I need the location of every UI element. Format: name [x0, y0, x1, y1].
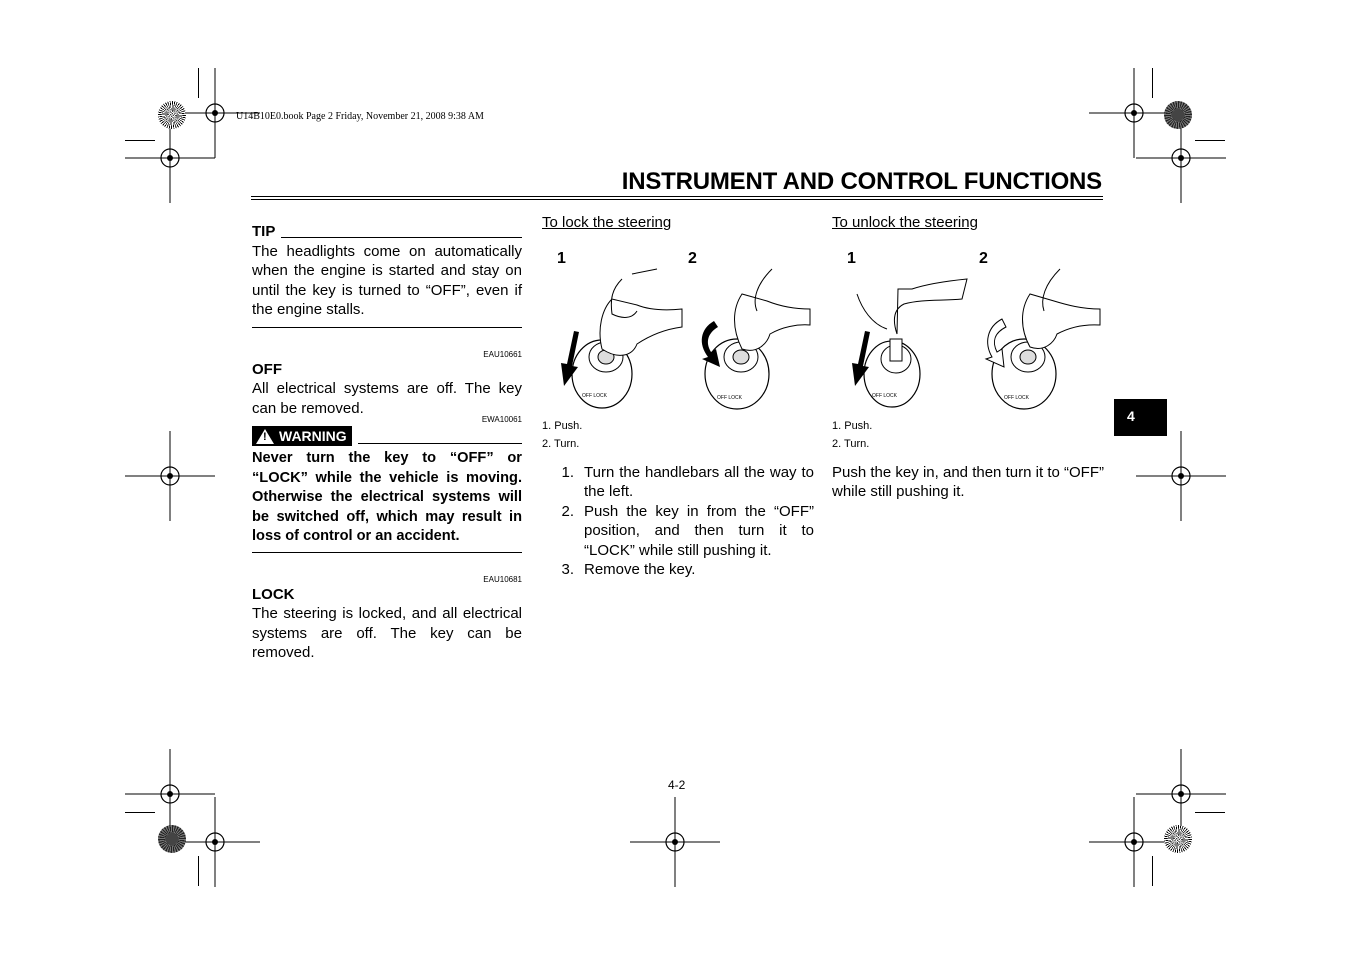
tip-text: The headlights come on automatically when the engine is started and stay on until the key is turned to “OFF”, even if the engine stalls.	[252, 242, 522, 318]
caption-push: 1. Push.	[542, 419, 583, 432]
lock-heading: LOCK	[252, 585, 295, 603]
title-rule	[251, 199, 1103, 200]
warning-badge	[252, 426, 352, 446]
unlock-steering-section	[832, 213, 1104, 502]
lock-steering-figure	[542, 239, 814, 419]
warning-rule	[358, 443, 522, 444]
caption-turn: 2. Turn.	[832, 437, 870, 450]
figure-label-turn: 2	[979, 249, 988, 267]
registration-mark-right-middle	[1136, 431, 1226, 521]
crop-line	[1195, 812, 1225, 813]
crop-line	[1152, 856, 1153, 886]
crop-line	[125, 140, 155, 141]
crop-line	[198, 68, 199, 98]
step-number: 2.	[561, 502, 574, 520]
caption-turn: 2. Turn.	[542, 437, 580, 450]
unlock-steering-figure	[832, 239, 1104, 419]
off-text: All electrical systems are off. The key can be removed.	[252, 380, 522, 417]
figure-label-turn: 2	[688, 249, 697, 267]
off-heading: OFF	[252, 360, 282, 378]
lock-text: The steering is locked, and all electrical systems are off. The key can be removed.	[252, 605, 522, 661]
list-item	[542, 502, 814, 561]
step-text: Push the key in from the “OFF” position, and then turn it to “LOCK” while still pushing it.	[584, 502, 814, 559]
tip-heading: TIP	[252, 223, 276, 240]
tip-header	[252, 222, 522, 242]
warning-triangle-icon: !	[256, 429, 274, 444]
tip-end-rule	[252, 327, 522, 328]
lock-section-code: EAU10681	[483, 574, 522, 584]
lock-steps-list	[542, 463, 814, 580]
figure-label-push: 1	[847, 249, 856, 267]
warning-text: Never turn the key to “OFF” or “LOCK” while the vehicle is moving. Otherwise the electrical systems will be switched off, which may result in loss of control or an accident.	[252, 450, 522, 544]
color-rosette-bottom-right	[1164, 825, 1192, 853]
color-rosette-top-left	[158, 101, 186, 129]
step-number: 1.	[561, 463, 574, 481]
book-file-info: U14B10E0.book Page 2 Friday, November 21, 2008 9:38 AM	[236, 111, 484, 122]
page-number: 4-2	[668, 778, 686, 792]
crop-line	[1195, 140, 1225, 141]
key-push-turn-illustration	[542, 239, 814, 419]
caption-push: 1. Push.	[832, 419, 873, 432]
chapter-number: 4	[1127, 408, 1135, 424]
crop-line	[125, 812, 155, 813]
registration-mark-bottom-center	[630, 797, 720, 887]
lock-figure-captions	[542, 417, 814, 453]
tip-rule	[281, 237, 522, 238]
step-text: Turn the handlebars all the way to the left.	[584, 463, 814, 500]
lock-steering-heading: To lock the steering	[542, 214, 672, 231]
warning-end-rule	[252, 552, 522, 553]
warning-label: WARNING	[279, 428, 347, 444]
list-item	[542, 463, 814, 502]
svg-text:OFF LOCK: OFF LOCK	[872, 392, 898, 399]
page-title: INSTRUMENT AND CONTROL FUNCTIONS	[621, 168, 1102, 195]
step-text: Remove the key.	[584, 561, 696, 578]
svg-text:OFF LOCK: OFF LOCK	[717, 394, 743, 401]
color-rosette-top-right	[1164, 101, 1192, 129]
warning-header	[252, 426, 522, 446]
title-rule	[251, 196, 1103, 197]
crop-line	[198, 856, 199, 886]
svg-text:OFF LOCK: OFF LOCK	[582, 392, 608, 399]
warning-code: EWA10061	[481, 415, 522, 424]
key-push-turn-illustration	[832, 239, 1104, 419]
off-section-code: EAU10661	[483, 349, 522, 359]
crop-line	[1152, 68, 1153, 98]
left-column	[252, 222, 522, 663]
step-number: 3.	[561, 561, 574, 578]
color-rosette-bottom-left	[158, 825, 186, 853]
unlock-figure-captions	[832, 417, 1104, 453]
figure-label-push: 1	[557, 249, 566, 267]
chapter-tab	[1114, 399, 1167, 436]
unlock-text: Push the key in, and then turn it to “OFF” while still pushing it.	[832, 463, 1104, 500]
unlock-steering-heading: To unlock the steering	[832, 214, 978, 231]
svg-text:OFF LOCK: OFF LOCK	[1004, 394, 1030, 401]
list-item	[542, 560, 814, 580]
registration-mark-left-middle	[125, 431, 215, 521]
lock-steering-section	[542, 213, 814, 580]
